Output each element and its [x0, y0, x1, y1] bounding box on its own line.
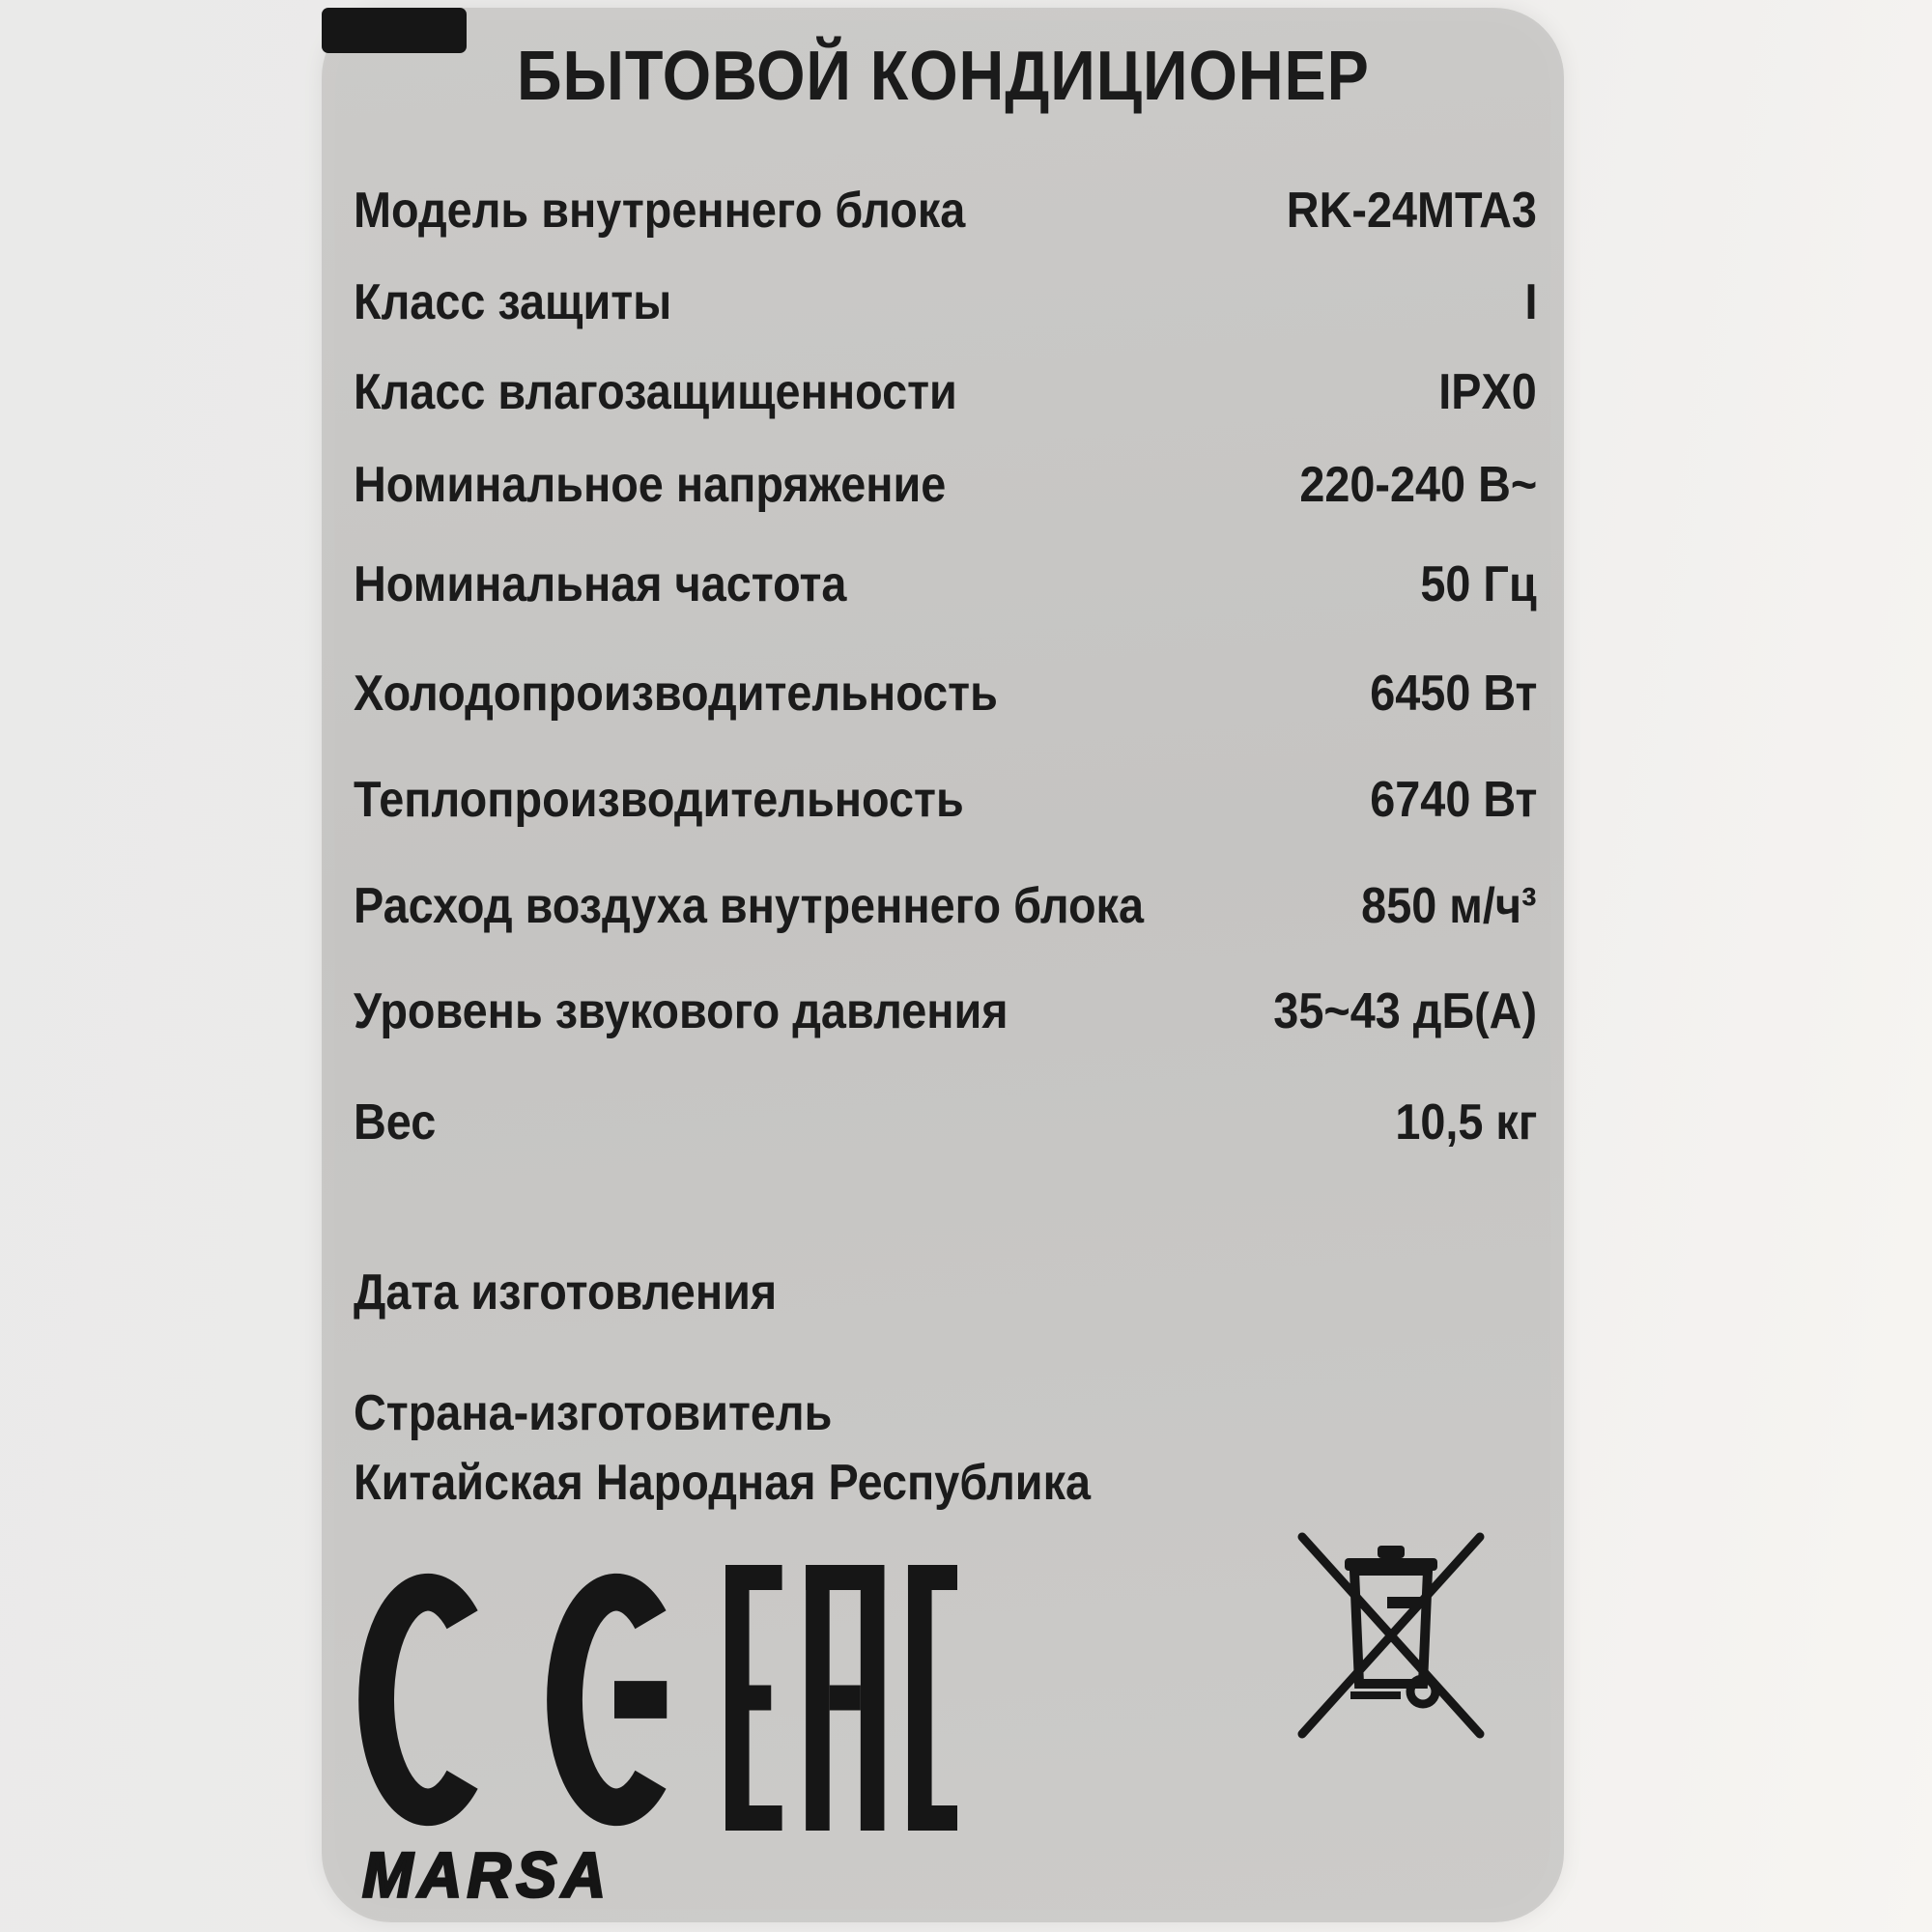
spec-value: 6740 Вт — [1369, 772, 1537, 828]
spec-value: 50 Гц — [1420, 556, 1537, 612]
spec-name: Теплопроизводительность — [354, 772, 964, 828]
spec-row-model — [354, 182, 1537, 240]
spec-row-frequency — [354, 555, 1537, 613]
brand-logo: MARSA — [362, 1839, 611, 1911]
manufacture-date-label: Дата изготовления — [354, 1264, 778, 1321]
spec-name: Расход воздуха внутреннего блока — [354, 878, 1145, 934]
spec-row-airflow — [354, 877, 1537, 935]
spec-row-weight — [354, 1094, 1537, 1151]
country-label: Страна-изготовитель — [354, 1385, 833, 1441]
spec-value: 35~43 дБ(А) — [1273, 983, 1537, 1039]
spec-value: 850 м/ч³ — [1361, 878, 1537, 934]
spec-name: Номинальная частота — [354, 556, 847, 612]
spec-name: Номинальное напряжение — [354, 457, 947, 513]
spec-name: Класс защиты — [354, 274, 672, 330]
weee-crossed-bin-icon — [1294, 1520, 1488, 1747]
spec-value: 10,5 кг — [1394, 1094, 1537, 1151]
label-title: БЫТОВОЙ КОНДИЦИОНЕР — [516, 38, 1370, 115]
spec-value: 6450 Вт — [1369, 666, 1537, 722]
spec-name: Вес — [354, 1094, 437, 1151]
spec-value: I — [1523, 274, 1537, 330]
ce-mark-icon — [350, 1569, 669, 1831]
spec-name: Холодопроизводительность — [354, 666, 998, 722]
spec-row-protection-class — [354, 273, 1537, 331]
rating-plate — [322, 8, 1564, 1922]
spec-name: Класс влагозащищенности — [354, 364, 957, 420]
spec-row-sound-pressure — [354, 982, 1537, 1040]
spec-row-voltage — [354, 456, 1537, 514]
eac-mark-icon — [725, 1565, 957, 1831]
spec-value: IPX0 — [1438, 364, 1537, 420]
spec-value: RK-24MTA3 — [1286, 183, 1537, 239]
spec-name: Уровень звукового давления — [354, 983, 1009, 1039]
country-value: Китайская Народная Республика — [354, 1455, 1092, 1511]
spec-name: Модель внутреннего блока — [354, 183, 966, 239]
spec-row-cooling-capacity — [354, 665, 1537, 723]
spec-value: 220-240 В~ — [1299, 457, 1537, 513]
spec-row-moisture-class — [354, 363, 1537, 421]
spec-row-heating-capacity — [354, 771, 1537, 829]
